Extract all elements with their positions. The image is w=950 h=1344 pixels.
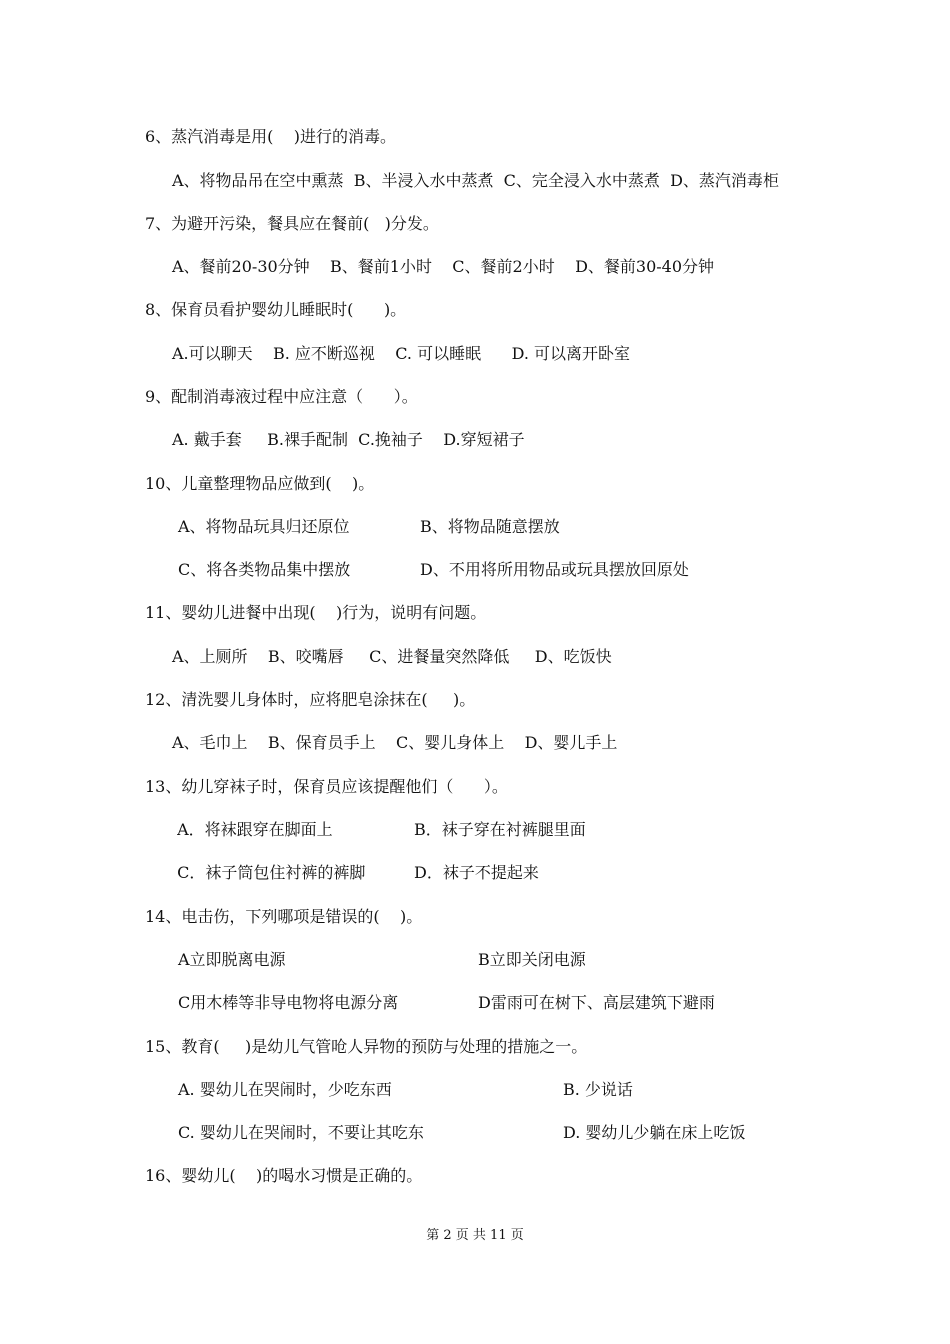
option-15-c: C. 婴幼儿在哭闹时，不要让其吃东 (178, 1123, 424, 1142)
question-6: 6、蒸汽消毒是用( )进行的消毒。 (145, 127, 397, 146)
option-10-d: D、不用将所用物品或玩具摆放回原处 (420, 560, 689, 579)
option-15-d: D. 婴幼儿少躺在床上吃饭 (563, 1123, 746, 1142)
question-9: 9、配制消毒液过程中应注意（ ）。 (145, 387, 418, 406)
option-13-a: A．将袜跟穿在脚面上 (172, 820, 333, 839)
question-15: 15、教育( )是幼儿气管呛人异物的预防与处理的措施之一。 (145, 1037, 588, 1056)
options-9: A. 戴手套 B.裸手配制 C.挽袖子 D.穿短裙子 (172, 430, 525, 449)
option-10-b: B、将物品随意摆放 (420, 517, 560, 536)
option-10-c: C、将各类物品集中摆放 (178, 560, 351, 579)
question-16: 16、婴幼儿( )的喝水习惯是正确的。 (145, 1166, 423, 1185)
option-13-b: B．袜子穿在衬裤腿里面 (414, 820, 586, 839)
option-14-a: A立即脱离电源 (178, 950, 286, 969)
question-10: 10、儿童整理物品应做到( )。 (145, 474, 375, 493)
options-7: A、餐前20-30分钟 B、餐前1小时 C、餐前2小时 D、餐前30-40分钟 (172, 257, 715, 276)
options-6: A、将物品吊在空中熏蒸 B、半浸入水中蒸煮 C、完全浸入水中蒸煮 D、蒸汽消毒柜 (172, 171, 779, 190)
question-7: 7、为避开污染，餐具应在餐前( )分发。 (145, 214, 439, 233)
options-8: A.可以聊天 B. 应不断巡视 C. 可以睡眠 D. 可以离开卧室 (172, 344, 631, 363)
option-14-d: D雷雨可在树下、高层建筑下避雨 (478, 993, 715, 1012)
option-13-d: D．袜子不提起来 (414, 863, 539, 882)
question-12: 12、清洗婴儿身体时，应将肥皂涂抹在( )。 (145, 690, 476, 709)
option-10-a: A、将物品玩具归还原位 (178, 517, 350, 536)
option-15-b: B. 少说话 (563, 1080, 633, 1099)
question-11: 11、婴幼儿进餐中出现( )行为，说明有问题。 (145, 603, 487, 622)
option-15-a: A. 婴幼儿在哭闹时，少吃东西 (178, 1080, 392, 1099)
option-13-c: C．袜子筒包住衬裤的裤脚 (172, 863, 366, 882)
question-14: 14、电击伤，下列哪项是错误的( )。 (145, 907, 423, 926)
page-number: 第 2 页 共 11 页 (426, 1228, 524, 1243)
question-13: 13、幼儿穿袜子时，保育员应该提醒他们（ ）。 (145, 777, 508, 796)
options-12: A、毛巾上 B、保育员手上 C、婴儿身体上 D、婴儿手上 (172, 733, 618, 752)
option-14-c: C用木棒等非导电物将电源分离 (178, 993, 399, 1012)
option-14-b: B立即关闭电源 (478, 950, 586, 969)
options-11: A、上厕所 B、咬嘴唇 C、进餐量突然降低 D、吃饭快 (172, 647, 612, 666)
question-8: 8、保育员看护婴幼儿睡眠时( )。 (145, 300, 407, 319)
